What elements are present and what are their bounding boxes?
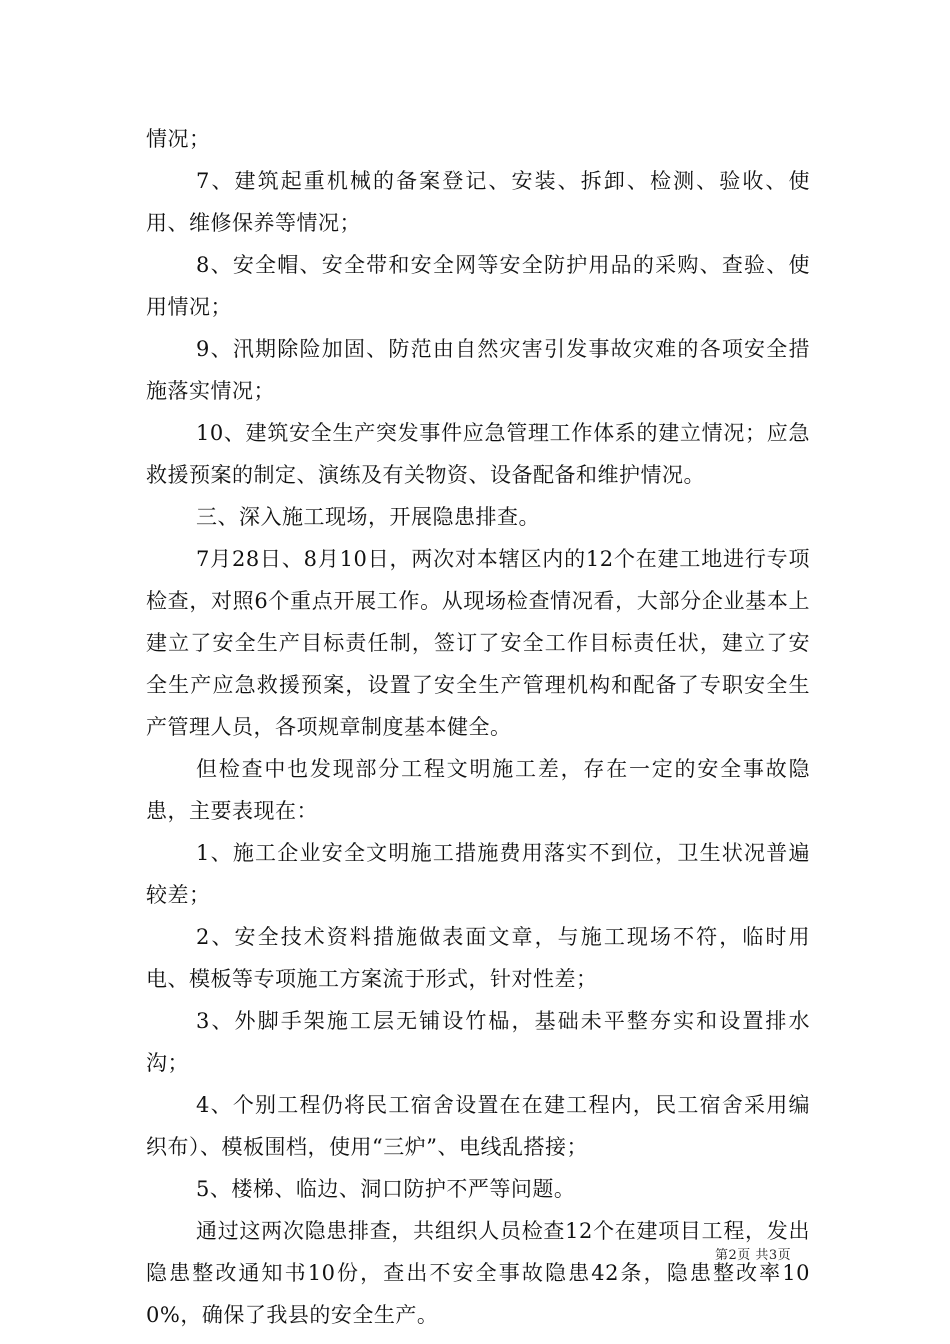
paragraph-problem-5: 5、楼梯、临边、洞口防护不严等问题。 — [196, 1177, 576, 1201]
document-body — [146, 118, 810, 1336]
paragraph-conclusion: 通过这两次隐患排查，共组织人员检查12个在建项目工程，发出隐患整改通知书10份，查出不安全事故隐患42条，隐患整改率100%，确保了我县的安全生产。 — [146, 1219, 810, 1327]
paragraph-item-8: 8、安全帽、安全带和安全网等安全防护用品的采购、查验、使用情况； — [146, 253, 810, 319]
paragraph-continuation: 情况； — [146, 127, 211, 151]
paragraph-problem-4: 4、个别工程仍将民工宿舍设置在在建工程内，民工宿舍采用编织布）、模板围档，使用“三炉”、电线乱搭接； — [146, 1093, 810, 1159]
paragraph-problem-1: 1、施工企业安全文明施工措施费用落实不到位，卫生状况普遍较差； — [146, 841, 810, 907]
paragraph-item-10: 10、建筑安全生产突发事件应急管理工作体系的建立情况；应急救援预案的制定、演练及有关物资、设备配备和维护情况。 — [146, 421, 810, 487]
paragraph-problem-3: 3、外脚手架施工层无铺设竹榀，基础未平整夯实和设置排水沟； — [146, 1009, 810, 1075]
paragraph-item-7: 7、建筑起重机械的备案登记、安装、拆卸、检测、验收、使用、维修保养等情况； — [146, 169, 810, 235]
paragraph-problem-2: 2、安全技术资料措施做表面文章，与施工现场不符，临时用电、模板等专项施工方案流于形式，针对性差； — [146, 925, 810, 991]
page-number-footer: 第2页 共3页 — [715, 1248, 792, 1263]
paragraph-problems-intro: 但检查中也发现部分工程文明施工差，存在一定的安全事故隐患，主要表现在： — [146, 757, 810, 823]
section-heading-3: 三、深入施工现场，开展隐患排查。 — [196, 505, 540, 529]
paragraph-item-9: 9、汛期除险加固、防范由自然灾害引发事故灾难的各项安全措施落实情况； — [146, 337, 810, 403]
paragraph-inspection-summary: 7月28日、8月10日，两次对本辖区内的12个在建工地进行专项检查，对照6个重点开展工作。从现场检查情况看，大部分企业基本上建立了安全生产目标责任制，签订了安全工作目标责任状，建立了安全生产应急救援预案，设置了安全生产管理机构和配备了专职安全生产管理人员，各项规章制度基本健全。 — [146, 547, 810, 739]
